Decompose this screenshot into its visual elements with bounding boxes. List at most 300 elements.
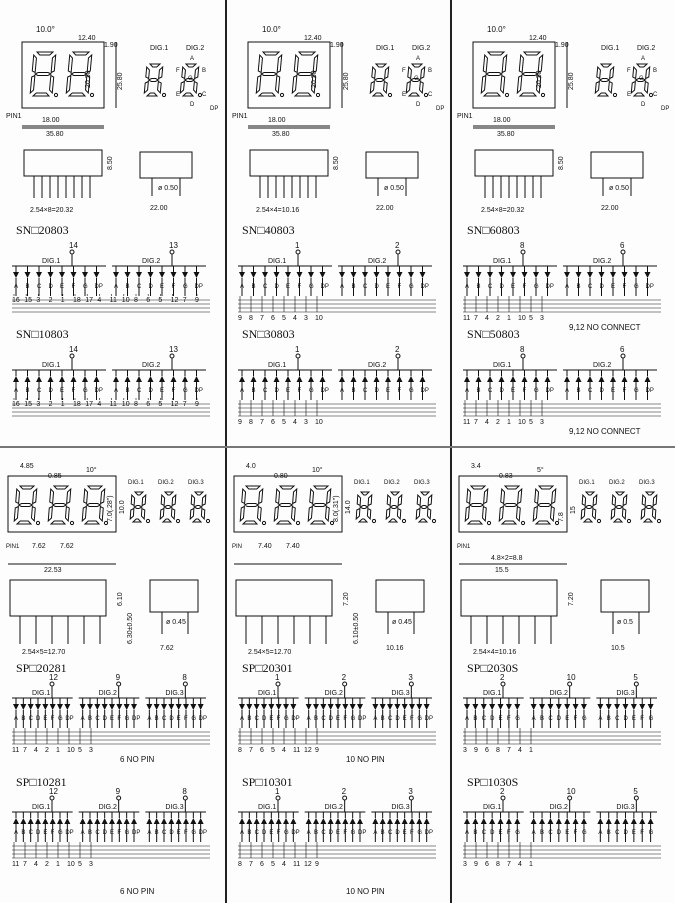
common-pin: 12 <box>49 787 58 796</box>
segment-letter: C <box>321 830 326 836</box>
led-diode <box>59 376 65 382</box>
led-diode <box>631 818 637 824</box>
pin-number: 6 <box>260 861 264 868</box>
led-diode <box>159 376 165 382</box>
segment-letter: D <box>36 830 41 836</box>
pin-number: 7 <box>182 401 187 408</box>
led-diode <box>28 818 34 824</box>
segment-letter: C <box>388 830 393 836</box>
segment-letter: DP <box>320 388 329 394</box>
pin-number: 3 <box>463 861 467 868</box>
segment-letter: D <box>623 716 628 722</box>
led-diode <box>28 704 34 710</box>
led-diode <box>190 818 196 824</box>
segment-letter: E <box>402 716 407 722</box>
segment-letter: G <box>350 716 356 722</box>
digit-3-outline <box>82 486 107 525</box>
segment-letter: F <box>71 284 76 290</box>
led-diode <box>614 818 620 824</box>
led-diode <box>481 818 487 824</box>
led-diode <box>42 818 48 824</box>
height-dim: 10.0 <box>119 500 126 514</box>
digit-1-outline <box>14 486 39 525</box>
led-diode <box>420 272 426 278</box>
segment-letter: A <box>240 284 245 290</box>
led-diode <box>372 818 378 824</box>
led-diode <box>633 272 639 278</box>
segment-letter: D <box>556 716 562 722</box>
segment-letter: B <box>351 388 356 394</box>
segment-letter: A <box>147 830 152 836</box>
note: 6 NO PIN <box>120 887 155 894</box>
segment-letter: E <box>110 716 115 722</box>
segment-letter: D <box>499 388 504 394</box>
led-diode <box>35 704 41 710</box>
pin-number: 8 <box>238 747 242 754</box>
led-diode <box>645 272 651 278</box>
pin-number: 6 <box>485 861 489 868</box>
led-diode <box>125 376 131 382</box>
segment-letter: C <box>615 716 620 722</box>
segment-letter: E <box>176 92 181 98</box>
pin-number: 9 <box>238 419 242 426</box>
segment-letter: B <box>25 388 30 394</box>
dig-label: DIG.3 <box>616 804 635 811</box>
segment-letter: D <box>262 830 267 836</box>
led-diode <box>276 704 282 710</box>
segment-letter: A <box>147 716 152 722</box>
segment-letter: B <box>473 716 478 722</box>
segment-letter: E <box>60 284 65 290</box>
seg-width-dim: 3.4 <box>471 463 481 470</box>
segment-letter: C <box>137 284 142 290</box>
led-diode <box>362 376 368 382</box>
led-diode <box>102 818 108 824</box>
pin-number: 10 <box>121 297 130 304</box>
segment-letter: F <box>117 830 122 836</box>
led-diode <box>576 272 582 278</box>
pin-number: 7 <box>507 861 511 868</box>
segment-letter: E <box>43 716 48 722</box>
width-dim: 15.5 <box>495 567 509 574</box>
pin-number: 1 <box>507 419 511 426</box>
segment-letter: D <box>169 830 174 836</box>
segment-letter: C <box>588 388 593 394</box>
led-diode <box>283 818 289 824</box>
led-diode <box>645 376 651 382</box>
segment-letter: F <box>297 284 302 290</box>
segment-letter: G <box>639 76 644 82</box>
segment-letter: G <box>124 716 130 722</box>
segment-letter: F <box>297 388 302 394</box>
led-diode <box>564 272 570 278</box>
pin-number: 3 <box>304 315 308 322</box>
segment-letter: D <box>48 388 53 394</box>
led-diode <box>136 376 142 382</box>
base-dim: 22.00 <box>150 205 168 212</box>
common-pin: 2 <box>341 673 347 682</box>
segment-letter: G <box>417 830 423 836</box>
led-diode <box>190 704 196 710</box>
segment-letter: G <box>581 716 587 722</box>
led-diode <box>239 704 245 710</box>
dp-dim: 0.83 <box>499 473 513 480</box>
segment-letter: F <box>276 830 281 836</box>
led-diode <box>328 818 334 824</box>
segment-letter: DP <box>645 388 654 394</box>
led-diode <box>409 704 415 710</box>
dig-label: DIG.3 <box>391 690 410 697</box>
segment-letter: A <box>14 284 19 290</box>
segment-letter: D <box>499 284 504 290</box>
segment-letter: B <box>202 68 207 74</box>
dig-label: DIG.1 <box>483 804 502 811</box>
note: 6 NO PIN <box>120 755 155 764</box>
led-diode <box>194 272 200 278</box>
pin-number: 16 <box>12 297 20 304</box>
pin1-label: PIN1 <box>457 113 473 120</box>
dig-label: DIG.1 <box>42 258 61 265</box>
segment-letter: D <box>48 284 53 290</box>
dig-label: DIG.2 <box>142 362 161 369</box>
depth-dim: 6.10 <box>117 592 124 606</box>
note: 9,12 NO CONNECT <box>569 427 641 436</box>
led-diode <box>402 704 408 710</box>
led-diode <box>573 818 579 824</box>
led-diode <box>116 818 122 824</box>
segment-letter: B <box>88 716 93 722</box>
circuit-1 <box>12 223 210 312</box>
led-diode <box>522 272 528 278</box>
led-diode <box>71 376 77 382</box>
led-diode <box>148 376 154 382</box>
led-diode <box>64 704 70 710</box>
pin-number: 9 <box>195 297 199 304</box>
height-dim: 25.80 <box>343 72 350 90</box>
depth-dim: 8.50 <box>333 156 340 170</box>
pin-number: 9 <box>195 401 199 408</box>
circuit-2 <box>12 775 210 894</box>
led-diode <box>20 818 26 824</box>
dig-label: DIG.3 <box>391 804 410 811</box>
segment-letter: D <box>36 716 41 722</box>
led-diode <box>290 818 296 824</box>
pin-number: 11 <box>463 419 471 426</box>
led-diode <box>387 704 393 710</box>
pitch-dim: 7.62 <box>32 543 46 550</box>
base-dim: 7.62 <box>160 645 174 652</box>
dig-label: DIG.1 <box>42 362 61 369</box>
segment-letter: C <box>162 830 167 836</box>
pin-number: 10 <box>315 419 323 426</box>
common-pin: 10 <box>566 787 576 796</box>
pin-dia-dim: ø 0.45 <box>166 619 186 626</box>
led-diode <box>351 272 357 278</box>
segment-letter: D <box>374 388 379 394</box>
segment-letter: B <box>576 284 581 290</box>
pin-number: 10 <box>67 747 75 754</box>
segment-letter: F <box>184 716 188 722</box>
pin-number: 9 <box>315 747 319 754</box>
panel-sp-a <box>0 448 224 894</box>
dig-label: DIG.2 <box>158 480 174 486</box>
segment-letter: G <box>183 284 188 290</box>
pin-number: 9 <box>238 315 242 322</box>
led-diode <box>374 272 380 278</box>
led-diode <box>194 376 200 382</box>
dp-dim: 1.90 <box>555 42 569 49</box>
pin-number: 6 <box>260 747 264 754</box>
led-diode <box>285 376 291 382</box>
segment-letter: G <box>188 76 193 82</box>
segment-letter: E <box>631 830 636 836</box>
led-diode <box>268 818 274 824</box>
segment-letter: A <box>340 284 345 290</box>
angle-dim: 10.0° <box>36 25 55 34</box>
led-diode <box>335 704 341 710</box>
pin-number: 12 <box>304 861 312 868</box>
led-diode <box>372 704 378 710</box>
segment-letter: D <box>190 102 195 108</box>
common-pin: 3 <box>408 673 413 682</box>
led-diode <box>171 376 177 382</box>
led-diode <box>498 704 504 710</box>
pin-number: 15 <box>24 297 32 304</box>
dig-label: DIG.3 <box>616 690 635 697</box>
segment-letter: D <box>328 716 334 722</box>
segment-letter: C <box>488 284 493 290</box>
pin-pitch-dim: 2.54×4=10.16 <box>256 207 300 214</box>
led-diode <box>13 818 19 824</box>
led-diode <box>420 376 426 382</box>
led-diode <box>82 376 88 382</box>
segment-letter: E <box>611 284 616 290</box>
led-diode <box>64 818 70 824</box>
segment-letter: C <box>95 716 100 722</box>
dig2-small <box>386 492 405 523</box>
led-diode <box>631 704 637 710</box>
note: 10 NO PIN <box>346 755 385 764</box>
panel-sn-c <box>451 0 675 446</box>
segment-letter: C <box>95 830 100 836</box>
segment-letter: B <box>314 716 319 722</box>
dig-label: DIG.2 <box>324 804 343 811</box>
digit-1-outline <box>256 52 283 97</box>
segment-letter: F <box>622 284 627 290</box>
pin-number: 8 <box>249 419 253 426</box>
segment-letter: D <box>102 716 108 722</box>
segment-letter: G <box>124 830 130 836</box>
circuit-1 <box>463 661 661 754</box>
led-diode <box>308 376 314 382</box>
segment-letter: A <box>114 284 119 290</box>
dig-label: DIG.1 <box>579 480 595 486</box>
segment-letter: E <box>43 830 48 836</box>
led-diode <box>94 704 100 710</box>
led-diode <box>489 704 495 710</box>
segment-letter: B <box>314 830 319 836</box>
segment-letter: DP <box>320 284 329 290</box>
led-diode <box>262 272 268 278</box>
segment-letter: F <box>397 388 402 394</box>
led-diode <box>161 704 167 710</box>
led-diode <box>251 272 257 278</box>
pin-dia-dim: ø 0.50 <box>384 185 404 192</box>
segment-letter: DP <box>291 716 300 722</box>
base-dim: 22.00 <box>376 205 394 212</box>
led-diode <box>239 272 245 278</box>
led-diode <box>614 704 620 710</box>
pin-number: 2 <box>496 315 500 322</box>
pin-number: 3 <box>540 419 544 426</box>
depth-dim: 8.50 <box>558 156 565 170</box>
segment-letter: A <box>465 716 470 722</box>
segment-letter: E <box>176 716 181 722</box>
led-diode <box>606 704 612 710</box>
pin-dia-dim: ø 0.5 <box>617 619 633 626</box>
segment-letter: F <box>622 388 627 394</box>
led-diode <box>94 376 100 382</box>
led-diode <box>402 818 408 824</box>
pin-number: 4 <box>34 747 38 754</box>
segment-letter: B <box>154 830 159 836</box>
dp-dim: 1.90 <box>104 42 118 49</box>
led-diode <box>171 272 177 278</box>
segment-letter: B <box>21 716 26 722</box>
common-pin: 8 <box>182 673 187 682</box>
segment-letter: F <box>506 716 511 722</box>
pin-number: 5 <box>158 297 163 304</box>
dig-label: DIG.2 <box>609 480 625 486</box>
panel-sp-c <box>451 448 675 894</box>
segment-letter: F <box>50 830 55 836</box>
pin-len-dim: 6.30±0.50 <box>127 612 134 644</box>
led-diode <box>131 818 137 824</box>
segment-letter: E <box>269 830 274 836</box>
pin-number: 4 <box>282 861 286 868</box>
led-diode <box>385 272 391 278</box>
pin-number: 1 <box>56 747 60 754</box>
pin-number: 4 <box>518 861 522 868</box>
led-diode <box>320 818 326 824</box>
led-diode <box>313 818 319 824</box>
seg-width-dim: 4.0 <box>246 463 256 470</box>
front-view <box>6 463 210 656</box>
led-diode <box>533 272 539 278</box>
pin-number: 10 <box>67 861 75 868</box>
led-diode <box>498 818 504 824</box>
segment-letter: E <box>386 284 391 290</box>
segment-letter: A <box>373 716 378 722</box>
segment-letter: A <box>340 388 345 394</box>
led-diode <box>320 272 326 278</box>
dp-dim: 0.80 <box>274 473 288 480</box>
common-pin: 1 <box>275 787 280 796</box>
segment-letter: DP <box>291 830 300 836</box>
segment-letter: D <box>623 830 628 836</box>
dig-label: DIG.2 <box>384 480 400 486</box>
digit-3-outline <box>308 486 333 525</box>
pin-number: 10 <box>518 419 526 426</box>
pin1-label: PIN1 <box>457 544 471 550</box>
segment-letter: B <box>88 830 93 836</box>
led-diode <box>476 376 482 382</box>
segment-letter: D <box>395 830 400 836</box>
dig3-small <box>641 492 660 523</box>
led-diode <box>176 818 182 824</box>
segment-letter: C <box>363 284 368 290</box>
segment-letter: E <box>511 388 516 394</box>
digit-1-outline <box>465 486 490 525</box>
dig-label: DIG.1 <box>601 45 620 52</box>
pin-number: 4 <box>97 297 102 304</box>
segment-letter: F <box>184 830 188 836</box>
front-view <box>232 25 444 214</box>
segment-letter: B <box>653 68 658 74</box>
segment-letter: E <box>565 716 570 722</box>
led-diode <box>487 376 493 382</box>
segment-letter: DP <box>545 388 554 394</box>
part-number: SP□2030S <box>467 661 519 675</box>
dig-label: DIG.1 <box>32 690 51 697</box>
circuit-1 <box>463 223 661 332</box>
segment-letter: A <box>190 56 195 62</box>
segment-letter: G <box>581 830 587 836</box>
segment-letter: A <box>598 716 603 722</box>
pin-number: 10 <box>121 401 130 408</box>
panel-sp-b <box>226 448 450 894</box>
segment-letter: G <box>534 388 539 394</box>
led-diode <box>50 818 56 824</box>
led-diode <box>499 272 505 278</box>
led-diode <box>342 704 348 710</box>
segment-letter: DP <box>94 284 103 290</box>
segment-letter: B <box>125 284 130 290</box>
part-number: SN□30803 <box>242 327 295 341</box>
dig-label: DIG.3 <box>414 480 430 486</box>
common-pin: 10 <box>566 673 576 682</box>
pin-number: 4 <box>485 419 489 426</box>
pin-number: 11 <box>293 861 301 868</box>
base-dim: 22.00 <box>601 205 619 212</box>
segment-letter: E <box>565 830 570 836</box>
led-diode <box>573 704 579 710</box>
segment-letter: B <box>247 830 252 836</box>
led-diode <box>297 272 303 278</box>
segment-letter: E <box>160 388 165 394</box>
led-diode <box>633 376 639 382</box>
segment-letter: C <box>481 830 487 836</box>
led-diode <box>556 704 562 710</box>
height-dim: 15 <box>570 506 577 514</box>
segment-letter: D <box>490 716 495 722</box>
segment-letter: A <box>80 716 85 722</box>
led-diode <box>424 704 430 710</box>
common-pin: 9 <box>115 673 121 682</box>
led-diode <box>587 376 593 382</box>
pitch-dim: 7.40 <box>258 543 272 550</box>
pin-number: 2 <box>45 747 49 754</box>
segment-letter: G <box>634 388 639 394</box>
segment-letter: A <box>306 830 311 836</box>
led-diode <box>320 376 326 382</box>
led-diode <box>328 704 334 710</box>
dig-label: DIG.1 <box>258 690 277 697</box>
dig-label: DIG.2 <box>368 258 387 265</box>
segment-letter: G <box>58 716 63 722</box>
led-diode <box>387 818 393 824</box>
led-diode <box>547 704 553 710</box>
